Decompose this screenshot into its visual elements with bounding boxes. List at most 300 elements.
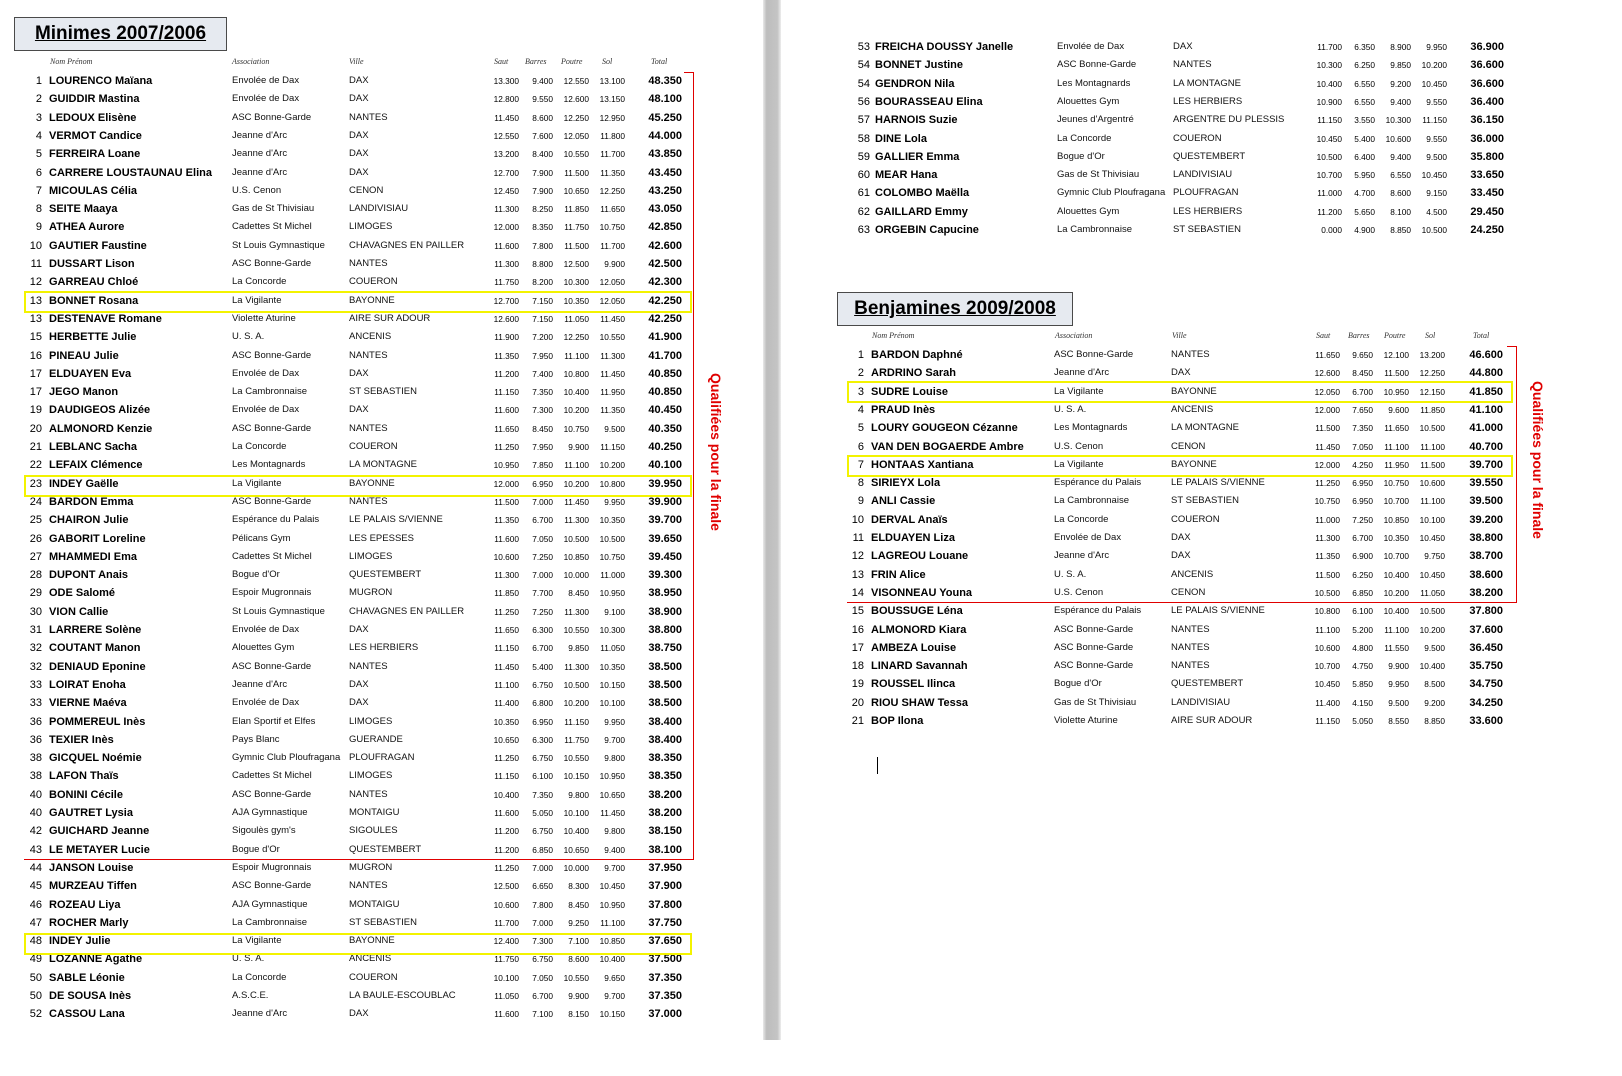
barres-cell: 6.750 (532, 954, 553, 965)
poutre-cell: 11.050 (564, 313, 589, 324)
poutre-cell: 8.550 (1388, 716, 1409, 726)
name-cell: ROUSSEL Ilinca (871, 678, 956, 691)
name-cell: LE METAYER Lucie (49, 843, 150, 856)
association-cell: Alouettes Gym (1057, 95, 1120, 107)
saut-cell: 10.650 (493, 734, 519, 745)
barres-cell: 7.250 (1352, 514, 1373, 525)
barres-cell: 5.200 (1352, 624, 1373, 635)
rank-cell: 54 (857, 77, 870, 90)
name-cell: DE SOUSA Inès (49, 990, 132, 1002)
name-cell: AMBEZA Louise (871, 641, 957, 654)
results-page-left (0, 0, 763, 1040)
rank-cell: 13 (29, 294, 42, 307)
sol-cell: 9.700 (604, 734, 625, 745)
barres-cell: 6.850 (532, 844, 553, 855)
rank-cell: 28 (29, 569, 42, 582)
barres-cell: 7.950 (532, 350, 553, 361)
poutre-cell: 11.150 (564, 716, 589, 727)
total-cell: 40.700 (1469, 440, 1503, 453)
saut-cell: 10.700 (1316, 170, 1342, 181)
sol-cell: 10.450 (1419, 569, 1445, 580)
poutre-cell: 8.850 (1390, 225, 1411, 235)
sol-cell: 10.850 (599, 936, 625, 947)
sol-cell: 11.050 (1420, 587, 1445, 598)
total-cell: 40.850 (648, 367, 682, 380)
sol-cell: 9.950 (1426, 42, 1447, 52)
rank-cell: 2 (35, 93, 42, 106)
table-row (0, 511, 763, 529)
table-row (0, 420, 763, 438)
association-cell: Jeanne d'Arc (232, 678, 288, 690)
rank-cell: 16 (29, 349, 42, 362)
table-row (781, 184, 1568, 202)
poutre-cell: 9.850 (1390, 60, 1411, 71)
association-cell: Espoir Mugronnais (232, 861, 312, 873)
saut-cell: 10.500 (1314, 587, 1340, 598)
association-cell: La Vigilante (232, 935, 282, 947)
sol-cell: 10.450 (599, 881, 625, 892)
barres-cell: 6.900 (1352, 551, 1373, 562)
sol-cell: 9.100 (604, 606, 625, 617)
city-cell: NANTES (1171, 349, 1210, 360)
city-cell: ANCENIS (1171, 568, 1214, 580)
association-cell: Les Montagnards (232, 459, 306, 471)
poutre-cell: 10.300 (563, 277, 589, 288)
sol-cell: 10.600 (1419, 478, 1445, 489)
sol-cell: 10.550 (599, 332, 625, 343)
poutre-cell: 10.400 (1383, 606, 1409, 617)
rank-cell: 4 (857, 403, 864, 416)
header-sol: Sol (1425, 331, 1436, 340)
barres-cell: 6.700 (1352, 386, 1373, 397)
saut-cell: 11.600 (494, 808, 519, 818)
name-cell: JEGO Manon (49, 386, 119, 399)
sol-cell: 11.100 (1420, 496, 1445, 507)
total-cell: 38.800 (648, 624, 682, 636)
rank-cell: 32 (29, 642, 42, 655)
rank-cell: 42 (29, 825, 42, 838)
total-cell: 35.750 (1469, 660, 1503, 673)
name-cell: GUIDDIR Mastina (49, 93, 140, 106)
total-cell: 36.600 (1470, 59, 1504, 72)
sol-cell: 9.150 (1426, 188, 1447, 199)
name-cell: ELDUAYEN Eva (49, 367, 132, 380)
saut-cell: 10.450 (1314, 679, 1340, 690)
poutre-cell: 12.100 (1383, 350, 1409, 360)
barres-cell: 7.150 (532, 313, 553, 324)
saut-cell: 10.700 (1314, 661, 1340, 672)
saut-cell: 11.900 (494, 332, 519, 343)
barres-cell: 5.400 (532, 661, 553, 672)
rank-cell: 20 (29, 422, 42, 435)
poutre-cell: 9.250 (568, 917, 589, 928)
saut-cell: 11.250 (494, 606, 519, 617)
poutre-cell: 10.750 (563, 423, 589, 434)
rank-cell: 7 (857, 458, 864, 471)
total-cell: 41.850 (1469, 385, 1503, 398)
total-cell: 37.800 (648, 898, 682, 911)
association-cell: Envolée de Dax (232, 93, 300, 105)
barres-cell: 8.600 (532, 112, 553, 123)
association-cell: ASC Bonne-Garde (232, 788, 312, 800)
name-cell: LEBLANC Sacha (49, 441, 138, 453)
table-row (781, 203, 1568, 221)
rank-cell: 12 (29, 276, 42, 289)
poutre-cell: 10.300 (1385, 115, 1411, 126)
name-cell: POMMEREUL Inès (49, 715, 146, 728)
name-cell: ELDUAYEN Liza (871, 532, 955, 544)
poutre-cell: 9.900 (1388, 661, 1409, 672)
poutre-cell: 11.500 (564, 167, 589, 178)
rank-cell: 14 (851, 586, 864, 599)
poutre-cell: 10.850 (1383, 514, 1409, 525)
saut-cell: 11.150 (494, 771, 519, 782)
poutre-cell: 8.150 (568, 1009, 589, 1020)
city-cell: NANTES (1171, 623, 1210, 635)
saut-cell: 12.800 (493, 94, 519, 105)
association-cell: U. S. A. (1054, 403, 1087, 415)
barres-cell: 6.950 (1352, 496, 1373, 507)
total-cell: 38.600 (1469, 568, 1503, 581)
association-cell: AJA Gymnastique (232, 898, 308, 910)
total-cell: 39.300 (648, 569, 682, 582)
rank-cell: 47 (29, 916, 42, 929)
total-cell: 34.250 (1469, 696, 1503, 709)
table-row (781, 566, 1568, 584)
table-row (0, 200, 763, 218)
association-cell: ASC Bonne-Garde (1057, 59, 1137, 71)
sol-cell: 9.200 (1424, 697, 1445, 708)
association-cell: La Concorde (1057, 132, 1112, 144)
poutre-cell: 10.550 (563, 149, 589, 160)
total-cell: 38.400 (648, 733, 682, 746)
name-cell: GABORIT Loreline (49, 532, 146, 545)
name-cell: LOURY GOUGEON Cézanne (871, 422, 1018, 435)
association-cell: La Cambronnaise (1054, 495, 1129, 507)
city-cell: QUESTEMBERT (349, 843, 422, 855)
barres-cell: 7.300 (532, 936, 553, 947)
saut-cell: 11.250 (494, 753, 519, 764)
table-row (0, 164, 763, 182)
barres-cell: 6.750 (532, 753, 553, 764)
total-cell: 36.000 (1470, 132, 1504, 145)
saut-cell: 11.750 (494, 277, 519, 288)
saut-cell: 12.700 (493, 295, 519, 306)
name-cell: ARDRINO Sarah (871, 367, 956, 380)
poutre-cell: 11.100 (1384, 624, 1409, 635)
rank-cell: 40 (29, 807, 42, 819)
table-row (0, 584, 763, 602)
sol-cell: 11.700 (600, 240, 625, 251)
poutre-cell: 11.100 (564, 350, 589, 361)
association-cell: ASC Bonne-Garde (232, 660, 312, 672)
rank-cell: 27 (29, 550, 42, 563)
header-total: Total (651, 57, 668, 66)
barres-cell: 9.650 (1352, 350, 1373, 360)
poutre-cell: 8.900 (1390, 42, 1411, 52)
rank-cell: 1 (35, 75, 42, 87)
rank-cell: 12 (851, 550, 864, 563)
association-cell: Gas de St Thivisiau (1057, 169, 1140, 181)
table-row (781, 547, 1568, 565)
sol-cell: 10.150 (599, 1009, 625, 1020)
rank-cell: 26 (29, 532, 42, 545)
table-row (781, 75, 1568, 93)
association-cell: ASC Bonne-Garde (1054, 623, 1134, 635)
association-cell: ASC Bonne-Garde (232, 880, 312, 892)
sol-cell: 11.650 (600, 204, 625, 215)
qualified-label: Qualifiées pour la finale (708, 373, 724, 531)
city-cell: COUERON (349, 276, 398, 288)
saut-cell: 12.700 (493, 167, 519, 178)
association-cell: La Vigilante (1054, 385, 1104, 397)
association-cell: Jeanne d'Arc (1054, 550, 1110, 562)
rank-cell: 6 (35, 166, 42, 179)
saut-cell: 11.350 (494, 350, 519, 361)
rank-cell: 33 (29, 678, 42, 691)
barres-cell: 4.700 (1354, 188, 1375, 199)
total-cell: 37.350 (648, 971, 682, 984)
total-cell: 33.650 (1470, 169, 1504, 182)
poutre-cell: 9.400 (1390, 96, 1411, 107)
name-cell: PINEAU Julie (49, 349, 119, 362)
table-row (781, 529, 1568, 547)
barres-cell: 5.850 (1352, 679, 1373, 690)
saut-cell: 11.100 (1315, 624, 1340, 635)
table-row (781, 93, 1568, 111)
total-cell: 46.600 (1469, 349, 1503, 361)
sol-cell: 12.250 (599, 185, 625, 196)
saut-cell: 11.000 (1317, 188, 1342, 199)
table-row (0, 401, 763, 419)
saut-cell: 11.050 (494, 991, 519, 1001)
saut-cell: 11.500 (1315, 569, 1340, 580)
saut-cell: 10.600 (493, 551, 519, 562)
association-cell: Cadettes St Michel (232, 770, 312, 782)
rank-cell: 22 (29, 459, 42, 472)
sol-cell: 11.000 (600, 570, 625, 581)
poutre-cell: 6.550 (1390, 170, 1411, 181)
barres-cell: 5.050 (532, 808, 553, 818)
total-cell: 45.250 (648, 111, 682, 124)
association-cell: Espérance du Palais (1054, 477, 1142, 489)
table-row (0, 90, 763, 108)
saut-cell: 12.000 (493, 478, 519, 489)
barres-cell: 7.950 (532, 442, 553, 452)
saut-cell: 10.900 (1316, 96, 1342, 107)
rank-cell: 23 (29, 477, 42, 490)
rank-cell: 13 (29, 312, 42, 325)
total-cell: 37.000 (648, 1008, 682, 1021)
poutre-cell: 12.050 (563, 130, 589, 141)
name-cell: INDEY Gaëlle (49, 477, 119, 490)
city-cell: MONTAIGU (349, 807, 400, 818)
city-cell: NANTES (349, 880, 388, 892)
city-cell: NANTES (1171, 641, 1210, 653)
association-cell: Envolée de Dax (232, 75, 300, 86)
association-cell: ASC Bonne-Garde (232, 495, 312, 507)
city-cell: CENON (349, 184, 384, 196)
name-cell: GENDRON Nila (875, 77, 955, 90)
name-cell: BARDON Daphné (871, 349, 963, 361)
sol-cell: 9.550 (1426, 96, 1447, 107)
association-cell: La Concorde (232, 971, 287, 983)
table-row (0, 218, 763, 236)
sol-cell: 4.500 (1426, 206, 1447, 217)
sol-cell: 10.500 (1419, 606, 1445, 617)
saut-cell: 11.750 (494, 954, 519, 965)
rank-cell: 57 (857, 114, 870, 127)
barres-cell: 7.350 (1352, 423, 1373, 434)
name-cell: LOURENCO Maïana (49, 75, 153, 87)
name-cell: SUDRE Louise (871, 385, 949, 398)
city-cell: NANTES (1173, 59, 1212, 71)
poutre-cell: 10.850 (563, 551, 589, 562)
table-row (0, 237, 763, 255)
association-cell: Gymnic Club Ploufragana (1057, 187, 1166, 199)
name-cell: ROCHER Marly (49, 916, 129, 929)
table-row (781, 419, 1568, 437)
city-cell: LANDIVISIAU (1171, 696, 1231, 708)
city-cell: CENON (1171, 440, 1206, 452)
rank-cell: 17 (29, 386, 42, 399)
poutre-cell: 10.350 (563, 295, 589, 306)
poutre-cell: 12.550 (563, 76, 589, 86)
association-cell: ASC Bonne-Garde (1054, 641, 1134, 653)
association-cell: A.S.C.E. (232, 990, 269, 1001)
rank-cell: 44 (29, 861, 42, 874)
name-cell: LEFAIX Clémence (49, 459, 143, 472)
total-cell: 38.350 (648, 770, 682, 783)
sol-cell: 11.700 (600, 149, 625, 160)
rank-cell: 8 (857, 477, 864, 490)
sol-cell: 8.500 (1424, 679, 1445, 690)
city-cell: LA MONTAGNE (1173, 77, 1241, 89)
association-cell: Jeunes d'Argentré (1057, 114, 1134, 126)
total-cell: 36.600 (1470, 77, 1504, 90)
poutre-cell: 9.800 (568, 789, 589, 800)
saut-cell: 10.100 (493, 972, 519, 983)
total-cell: 42.250 (648, 294, 682, 307)
rank-cell: 54 (857, 59, 870, 72)
poutre-cell: 9.600 (1388, 404, 1409, 415)
table-row (0, 969, 763, 987)
barres-cell: 6.950 (532, 478, 553, 489)
table-row (781, 438, 1568, 456)
rank-cell: 18 (851, 660, 864, 673)
poutre-cell: 10.600 (1385, 133, 1411, 144)
poutre-cell: 11.750 (564, 222, 589, 233)
rank-cell: 6 (857, 440, 864, 453)
name-cell: HERBETTE Julie (49, 331, 137, 344)
poutre-cell: 10.800 (563, 368, 589, 379)
city-cell: NANTES (349, 422, 388, 434)
poutre-cell: 9.200 (1390, 78, 1411, 89)
city-cell: LE PALAIS S/VIENNE (349, 514, 443, 526)
table-row (0, 731, 763, 749)
name-cell: ALMONORD Kenzie (49, 422, 153, 435)
name-cell: MURZEAU Tiffen (49, 880, 137, 893)
total-cell: 35.800 (1470, 150, 1504, 163)
table-row (781, 675, 1568, 693)
name-cell: VISONNEAU Youna (871, 586, 973, 599)
association-cell: La Vigilante (232, 294, 282, 306)
city-cell: DAX (1171, 532, 1191, 543)
rank-cell: 58 (857, 132, 870, 145)
sol-cell: 9.800 (604, 826, 625, 837)
poutre-cell: 11.950 (1384, 459, 1409, 470)
poutre-cell: 10.400 (563, 387, 589, 398)
association-cell: ASC Bonne-Garde (1054, 349, 1134, 360)
name-cell: BARDON Emma (49, 495, 134, 508)
barres-cell: 7.900 (532, 185, 553, 196)
sol-cell: 9.950 (604, 496, 625, 507)
city-cell: LIMOGES (349, 715, 393, 727)
table-row (0, 786, 763, 804)
table-row (781, 602, 1568, 620)
sol-cell: 10.200 (1419, 624, 1445, 635)
rank-cell: 11 (852, 532, 864, 544)
city-cell: LES EPESSES (349, 532, 414, 544)
sol-cell: 12.950 (599, 112, 625, 123)
total-cell: 38.500 (648, 678, 682, 691)
saut-cell: 11.400 (1315, 697, 1340, 708)
total-cell: 38.200 (1469, 586, 1503, 599)
poutre-cell: 11.450 (564, 496, 589, 507)
table-row (781, 694, 1568, 712)
poutre-cell: 10.200 (563, 405, 589, 416)
saut-cell: 11.300 (494, 570, 519, 581)
sol-cell: 12.150 (1419, 386, 1445, 397)
barres-cell: 7.400 (532, 368, 553, 379)
saut-cell: 11.300 (494, 259, 519, 269)
sol-cell: 9.800 (604, 753, 625, 764)
city-cell: LA MONTAGNE (349, 459, 417, 471)
total-cell: 37.750 (648, 916, 682, 929)
name-cell: ODE Salomé (49, 587, 116, 600)
association-cell: Bogue d'Or (1057, 150, 1105, 162)
sol-cell: 11.450 (600, 313, 625, 324)
saut-cell: 12.500 (493, 881, 519, 892)
sol-cell: 12.250 (1419, 368, 1445, 379)
city-cell: NANTES (349, 111, 388, 123)
city-cell: LES HERBIERS (349, 642, 419, 654)
sol-cell: 10.100 (599, 698, 625, 709)
city-cell: QUESTEMBERT (1171, 678, 1244, 690)
table-row (0, 749, 763, 767)
city-cell: DAX (349, 697, 369, 709)
table-row (0, 365, 763, 383)
table-row (0, 255, 763, 273)
poutre-cell: 10.500 (563, 679, 589, 690)
city-cell: CHAVAGNES EN PAILLER (349, 239, 465, 251)
city-cell: DAX (349, 1008, 369, 1020)
association-cell: ASC Bonne-Garde (232, 422, 312, 434)
total-cell: 39.900 (648, 495, 682, 508)
association-cell: ASC Bonne-Garde (1054, 660, 1134, 672)
poutre-cell: 10.150 (563, 771, 589, 782)
barres-cell: 5.400 (1354, 133, 1375, 144)
city-cell: PLOUFRAGAN (349, 752, 415, 764)
saut-cell: 12.600 (493, 313, 519, 324)
city-cell: DAX (349, 166, 369, 178)
association-cell: U.S. Cenon (1054, 440, 1104, 452)
results-page-right (781, 0, 1568, 1040)
name-cell: GARREAU Chloé (49, 276, 139, 289)
poutre-cell: 10.550 (563, 753, 589, 764)
poutre-cell: 7.100 (568, 936, 589, 947)
sol-cell: 10.200 (1421, 60, 1447, 71)
